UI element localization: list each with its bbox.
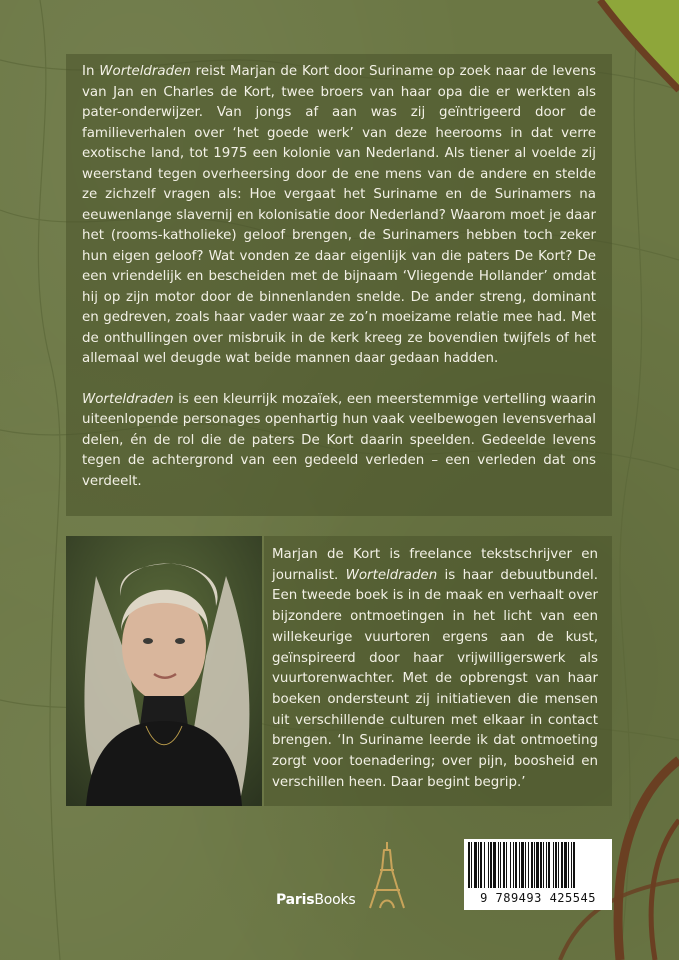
publisher-name-bold: Paris [276, 892, 315, 908]
barcode-bar [573, 842, 575, 888]
barcode-bar [555, 842, 557, 888]
barcode-bar [558, 842, 559, 888]
eiffel-tower-icon [368, 840, 406, 910]
book-title-italic: Worteldraden [99, 64, 191, 79]
barcode-bar [498, 842, 499, 888]
barcode-bar [553, 842, 554, 888]
isbn-number: 9 789493 425545 [480, 891, 596, 905]
barcode-bar [546, 842, 547, 888]
barcode-bar [534, 842, 535, 888]
barcode-bar [500, 842, 501, 888]
text-run: is een kleurrijk mozaïek, een meerstemmige vertelling waarin uiteenlopende personages openhartig hun vaak veelbewogen levensverhaal delen, én de rol die de paters De Kort daarin speelden. Gedeelde levens tegen de achtergrond van een gedeeld verleden – een verleden dat ons verdeelt. [82, 391, 596, 489]
barcode-bar [506, 842, 507, 888]
author-portrait-illustration [66, 536, 262, 806]
barcode-bar [515, 842, 517, 888]
text-run: reist Marjan de Kort door Suriname op zoek naar de levens van Jan en Charles de Kort, twee broers van haar opa die er werkten als pater-onderwijzer. Van jongs af aan was zij geïntrigeerd door de familieverhalen over ‘het goede werk’ van deze heerooms in dat verre exotische land, tot 1975 een kolonie van Nederland. Als tiener al voelde zij weerstand tegen overheersing door de ene mens van de andere en stelde ze zichzelf vragen als: Hoe vergaat het Suriname en de Surinamers na eeuwenlange slavernij en kolonisatie door Nederland? Waarom moet je daar het (rooms-katholieke) geloof brengen, de Surinamers hebben toch zeker hun eigen geloof? Wat vonden ze daar eigenlijk van die paters De Kort? De een vriendelijk en bescheiden met de bijnaam ‘Vliegende Hollander’ omdat hij op zijn motor door de binnenlanden snelde. De ander streng, dominant en gedreven, zoals haar vader waar ze zo’n moeizame relatie mee had. Met de onthullingen over misbruik in de kerk kreeg ze bovendien twijfels of het allemaal wel deugde wat beide mannen daar gedaan hadden. [82, 64, 596, 366]
blurb-paragraph-2 [82, 390, 596, 493]
text-run: Marjan de Kort is freelance tekstschrijver en journalist. [272, 547, 598, 583]
blurb-paragraph-1 [82, 62, 596, 370]
publisher-name [276, 892, 356, 908]
barcode-bar [510, 842, 511, 888]
barcode-bar [571, 842, 572, 888]
barcode-bar [468, 842, 470, 888]
barcode-bar [543, 842, 544, 888]
barcode-bar [536, 842, 539, 888]
barcode-bar [488, 842, 489, 888]
text-run: In [82, 64, 100, 79]
barcode-bar [519, 842, 520, 888]
barcode-bar [478, 842, 479, 888]
barcode-bar [471, 842, 472, 888]
barcode-bar [564, 842, 567, 888]
barcode-bar [568, 842, 569, 888]
book-title-italic: Worteldraden [82, 391, 174, 407]
barcode-bar [513, 842, 514, 888]
barcode-bar [484, 842, 485, 888]
blurb-text [82, 62, 596, 512]
author-bio [272, 545, 598, 793]
barcode-bar [531, 842, 533, 888]
barcode-bar [525, 842, 526, 888]
barcode-bar [548, 842, 550, 888]
barcode-bar [540, 842, 542, 888]
book-title-italic: Worteldraden [345, 567, 438, 583]
text-run: is haar debuutbundel. Een tweede boek is in de maak en verhaalt over bijzondere ontmoetingen in het licht van een willekeurige vuurtoren ergens aan de kust, geïnspireerd door haar vrijwilligerswerk als vuurtorenwachter. Met de opbrengst van haar boeken ondersteunt zij initiatieven die mensen uit verschillende culturen met elkaar in contact brengen. ‘In Suriname leerde ik dat ontmoeting zorgt voor toenadering; over pijn, boosheid en verschillen heen. Daar begint begrip.’ [272, 567, 598, 790]
author-photo [66, 536, 262, 806]
barcode-bar [521, 842, 524, 888]
barcode-bar [503, 842, 505, 888]
isbn-barcode [464, 839, 612, 910]
barcode-bar [480, 842, 482, 888]
barcode-bars [464, 839, 612, 891]
barcode-bar [474, 842, 477, 888]
publisher-name-regular: Books [314, 892, 356, 908]
barcode-bar [490, 842, 492, 888]
barcode-bar [528, 842, 529, 888]
barcode-bar [493, 842, 496, 888]
barcode-bar [561, 842, 563, 888]
